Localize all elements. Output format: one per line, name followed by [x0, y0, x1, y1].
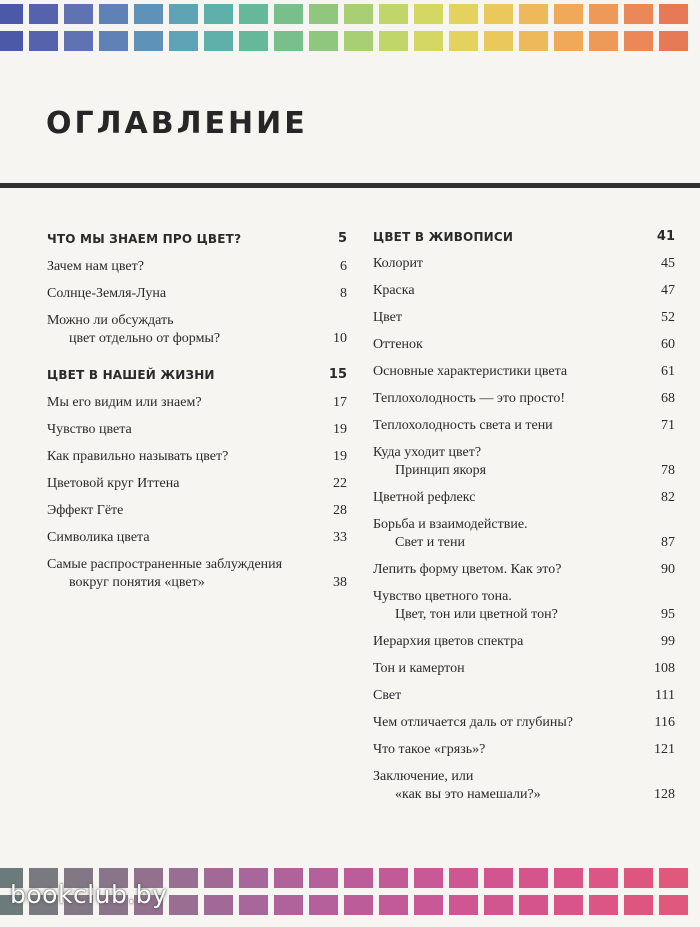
toc-entry-title: Теплохолодность — это просто! — [373, 391, 566, 406]
color-swatch — [449, 868, 478, 888]
toc-entry — [373, 336, 675, 354]
toc-entry-title-continued: цвет отдельно от формы? — [69, 331, 221, 346]
color-swatch — [554, 868, 583, 888]
toc-entry-title: Цвет — [373, 310, 402, 325]
toc-page-number: 68 — [661, 391, 675, 406]
toc-entry-title: Цветовой круг Иттена — [47, 476, 180, 491]
color-swatch — [659, 31, 688, 51]
toc-entry-title: ЦВЕТ В ЖИВОПИСИ — [373, 230, 514, 244]
toc-page-number: 19 — [333, 449, 347, 464]
toc-entry-title: Как правильно называть цвет? — [47, 449, 229, 464]
toc-entry-title: ЧТО МЫ ЗНАЕМ ПРО ЦВЕТ? — [47, 232, 242, 246]
page-title: ОГЛАВЛЕНИЕ — [46, 106, 308, 141]
color-swatch — [519, 4, 548, 24]
color-swatch — [659, 868, 688, 888]
toc-entry — [373, 633, 675, 651]
color-swatch — [239, 4, 268, 24]
color-swatch — [239, 868, 268, 888]
color-swatch — [414, 4, 443, 24]
color-swatch — [484, 4, 513, 24]
toc-entry — [47, 258, 347, 276]
color-swatch — [344, 868, 373, 888]
color-swatch — [344, 31, 373, 51]
toc-entry-title: Борьба и взаимодействие. — [373, 517, 528, 532]
toc-entry-title: Зачем нам цвет? — [47, 259, 144, 274]
toc-entry — [47, 529, 347, 547]
toc-page-number: 5 — [337, 231, 347, 246]
color-swatch — [169, 868, 198, 888]
color-swatch — [274, 895, 303, 915]
toc-entry-title: Основные характеристики цвета — [373, 364, 568, 379]
toc-page-number: 128 — [654, 787, 675, 802]
color-swatch — [344, 895, 373, 915]
toc-entry — [373, 417, 675, 435]
toc-page-number: 52 — [661, 310, 675, 325]
toc-entry-title: Символика цвета — [47, 530, 150, 545]
toc-entry-title: Теплохолодность света и тени — [373, 418, 553, 433]
color-swatch — [449, 895, 478, 915]
toc-page-number: 22 — [333, 476, 347, 491]
toc-page-number: 108 — [654, 661, 675, 676]
toc-entry-title: Мы его видим или знаем? — [47, 395, 202, 410]
toc-entry — [47, 312, 347, 348]
color-swatch — [134, 31, 163, 51]
toc-page-number: 6 — [340, 259, 347, 274]
toc-section-heading — [373, 228, 675, 246]
toc-page-number: 60 — [661, 337, 675, 352]
toc-page-number: 121 — [654, 742, 675, 757]
toc-entry — [373, 714, 675, 732]
color-swatch — [204, 868, 233, 888]
toc-entry — [47, 394, 347, 412]
toc-left-column — [47, 230, 347, 601]
color-swatch — [29, 4, 58, 24]
color-swatch — [589, 868, 618, 888]
top-color-swatch-band — [0, 4, 700, 60]
toc-entry — [47, 448, 347, 466]
color-swatch — [484, 868, 513, 888]
color-swatch — [274, 868, 303, 888]
color-swatch — [0, 4, 23, 24]
color-swatch — [484, 31, 513, 51]
toc-entry-title: Лепить форму цветом. Как это? — [373, 562, 562, 577]
toc-entry — [47, 475, 347, 493]
color-swatch — [554, 895, 583, 915]
toc-page-number: 10 — [333, 331, 347, 346]
toc-entry-title: Тон и камертон — [373, 661, 465, 676]
color-swatch — [414, 895, 443, 915]
toc-entry-title: Оттенок — [373, 337, 423, 352]
color-swatch — [379, 895, 408, 915]
toc-entry-title: Краска — [373, 283, 415, 298]
toc-right-column — [373, 228, 675, 813]
color-swatch — [554, 4, 583, 24]
toc-entry-title: Колорит — [373, 256, 424, 271]
color-swatch — [484, 895, 513, 915]
title-divider — [0, 183, 700, 188]
color-swatch — [309, 4, 338, 24]
color-swatch — [624, 868, 653, 888]
color-swatch — [274, 4, 303, 24]
toc-entry — [373, 444, 675, 480]
toc-entry — [373, 768, 675, 804]
toc-page-number: 28 — [333, 503, 347, 518]
toc-section-heading — [47, 230, 347, 248]
color-swatch — [589, 895, 618, 915]
toc-entry-title-continued: «как вы это намешали?» — [395, 787, 541, 802]
toc-entry-title-continued: Принцип якоря — [395, 463, 487, 478]
color-swatch — [659, 895, 688, 915]
toc-entry — [373, 390, 675, 408]
toc-page-number: 17 — [333, 395, 347, 410]
toc-entry-title: Можно ли обсуждать — [47, 313, 174, 328]
color-swatch — [274, 31, 303, 51]
toc-entry-title: Чувство цвета — [47, 422, 132, 437]
toc-page-number: 78 — [661, 463, 675, 478]
toc-entry — [373, 516, 675, 552]
color-swatch — [29, 31, 58, 51]
toc-entry — [47, 285, 347, 303]
toc-entry-title-continued: Свет и тени — [395, 535, 466, 550]
toc-entry — [373, 687, 675, 705]
color-swatch — [169, 895, 198, 915]
color-swatch — [659, 4, 688, 24]
color-swatch — [64, 31, 93, 51]
toc-page-number: 38 — [333, 575, 347, 590]
color-swatch — [414, 868, 443, 888]
color-swatch — [379, 4, 408, 24]
color-swatch — [309, 31, 338, 51]
toc-page-number: 95 — [661, 607, 675, 622]
toc-entry-title: Цветной рефлекс — [373, 490, 476, 505]
watermark-text: bookclub.by — [10, 880, 168, 909]
color-swatch — [239, 31, 268, 51]
color-swatch — [64, 4, 93, 24]
color-swatch — [449, 4, 478, 24]
color-swatch — [379, 868, 408, 888]
color-swatch — [134, 4, 163, 24]
toc-entry — [373, 588, 675, 624]
color-swatch — [589, 31, 618, 51]
color-swatch — [589, 4, 618, 24]
toc-page-number: 15 — [328, 367, 347, 382]
toc-page-number: 41 — [656, 229, 675, 244]
swatch-row — [0, 4, 700, 24]
toc-page-number: 99 — [661, 634, 675, 649]
color-swatch — [169, 4, 198, 24]
color-swatch — [624, 895, 653, 915]
color-swatch — [554, 31, 583, 51]
color-swatch — [204, 895, 233, 915]
toc-entry — [47, 421, 347, 439]
color-swatch — [204, 31, 233, 51]
toc-page-number: 111 — [655, 688, 675, 703]
color-swatch — [624, 31, 653, 51]
toc-entry — [47, 556, 347, 592]
toc-entry-title: Самые распространенные заблуждения — [47, 557, 283, 572]
color-swatch — [99, 31, 128, 51]
toc-entry-title-continued: вокруг понятия «цвет» — [69, 575, 205, 590]
swatch-row — [0, 31, 700, 51]
toc-entry-title: Эффект Гёте — [47, 503, 124, 518]
toc-entry-title: Солнце-Земля-Луна — [47, 286, 167, 301]
color-swatch — [414, 31, 443, 51]
toc-entry-title: Что такое «грязь»? — [373, 742, 486, 757]
toc-section-heading — [47, 366, 347, 384]
color-swatch — [0, 31, 23, 51]
color-swatch — [239, 895, 268, 915]
toc-page-number: 19 — [333, 422, 347, 437]
toc-page-number: 33 — [333, 530, 347, 545]
toc-entry — [373, 660, 675, 678]
toc-entry-title: Иерархия цветов спектра — [373, 634, 524, 649]
toc-entry — [373, 255, 675, 273]
toc-entry — [373, 309, 675, 327]
color-swatch — [379, 31, 408, 51]
toc-entry-title: Чувство цветного тона. — [373, 589, 512, 604]
color-swatch — [169, 31, 198, 51]
toc-entry — [373, 363, 675, 381]
color-swatch — [344, 4, 373, 24]
toc-page-number: 71 — [661, 418, 675, 433]
color-swatch — [309, 895, 338, 915]
toc-page-number: 45 — [661, 256, 675, 271]
toc-entry — [373, 489, 675, 507]
toc-entry — [47, 502, 347, 520]
toc-page-number: 116 — [654, 715, 675, 730]
toc-page-number: 90 — [661, 562, 675, 577]
toc-page-number: 8 — [340, 286, 347, 301]
color-swatch — [519, 868, 548, 888]
toc-page-number: 82 — [661, 490, 675, 505]
toc-page-number: 47 — [661, 283, 675, 298]
toc-entry-title-continued: Цвет, тон или цветной тон? — [395, 607, 558, 622]
toc-entry-title: ЦВЕТ В НАШЕЙ ЖИЗНИ — [47, 368, 215, 382]
toc-entry — [373, 561, 675, 579]
toc-page-number: 61 — [661, 364, 675, 379]
color-swatch — [519, 895, 548, 915]
toc-entry-title: Заключение, или — [373, 769, 474, 784]
toc-entry — [373, 741, 675, 759]
toc-entry-title: Свет — [373, 688, 402, 703]
color-swatch — [624, 4, 653, 24]
color-swatch — [99, 4, 128, 24]
color-swatch — [519, 31, 548, 51]
toc-page-number: 87 — [661, 535, 675, 550]
toc-entry-title: Чем отличается даль от глубины? — [373, 715, 573, 730]
color-swatch — [204, 4, 233, 24]
color-swatch — [309, 868, 338, 888]
toc-entry-title: Куда уходит цвет? — [373, 445, 482, 460]
toc-entry — [373, 282, 675, 300]
color-swatch — [449, 31, 478, 51]
